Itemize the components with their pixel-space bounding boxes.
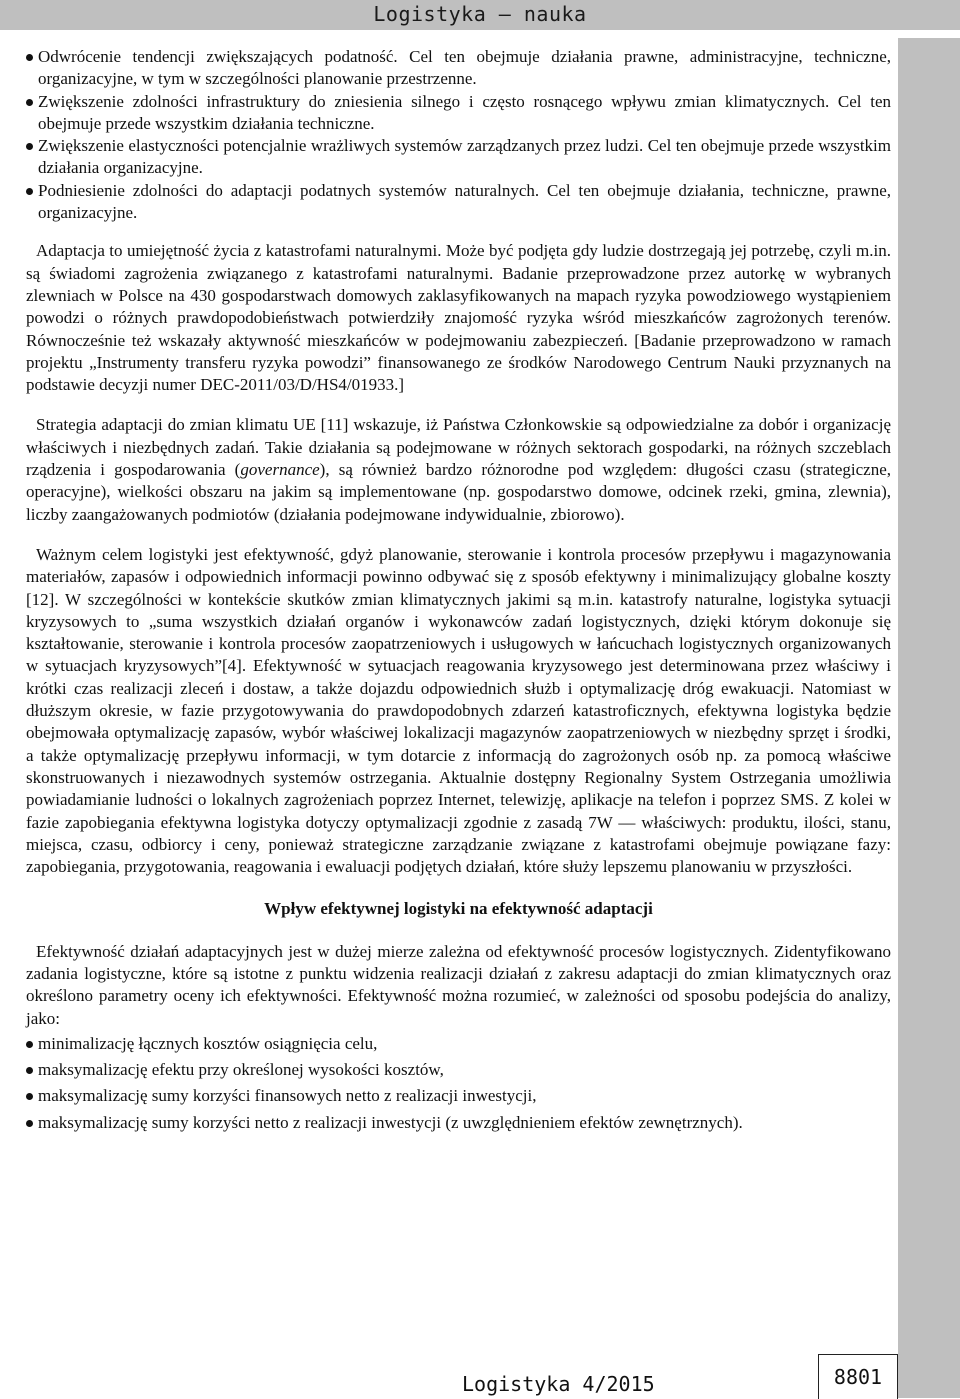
list-item: Odwrócenie tendencji zwiększających podatność. Cel ten obejmuje działania prawne, administracyjne, techniczne, organizacyjne, w tym w szczególności planowanie przestrzenne. [26, 46, 891, 91]
bullet-icon [26, 54, 33, 61]
list-item: minimalizację łącznych kosztów osiągnięcia celu, [26, 1033, 891, 1055]
list-item: maksymalizację sumy korzyści finansowych netto z realizacji inwestycji, [26, 1085, 891, 1107]
list-item: Zwiększenie zdolności infrastruktury do zniesienia silnego i często rosnącego wpływu zmian klimatycznych. Cel ten obejmuje przede wszystkim działania techniczne. [26, 91, 891, 136]
paragraph-logistics-efficiency: Ważnym celem logistyki jest efektywność, gdyż planowanie, sterowanie i kontrola procesów przepływu i magazynowania materiałów, zapasów i odpowiednich informacji powinno odbywać się z sposób efektywny i minimalizujący globalne koszty [12]. W szczególności w kontekście skutków zmian klimatycznych jakimi są m.in. katastrofy naturalne, logistyka sytuacji kryzysowych to „suma wszystkich działań organów i wykonawców zadań logistycznych, dzięki którym dokonuje się kształtowanie, sterowanie i kontrola procesów zaopatrzeniowych i usługowych w łańcuchach logistycznych organizowanych w sytuacjach kryzysowych”[4]. Efektywność w sytuacjach reagowania kryzysowego jest determinowana przez właściwy i krótki czas realizacji zleceń i dostaw, a także dojazdu odpowiednich służb i optymalizację dróg ewakuacji. Natomiast w dłuższym okresie, w fazie przygotowywania do prawdopodobnych zdarzeń katastroficznych, efektywna logistyka będzie obejmowała optymalizację zapasów, wybór właściwej lokalizacji magazynów zaopatrzeniowych w niezbędny sprzęt i środki, a także optymalizację przepływu informacji, w tym dotarcie z informacją do zagrożonych osób np. za pomocą właściwe skonstruowanych i niezawodnych systemów ostrzegania. Aktualnie dostępny Regionalny System Ostrzegania umożliwia powiadamianie ludności o lokalnych zagrożeniach poprzez Internet, telewizję, aplikacje na telefon i poprzez SMS. Z kolei w fazie zapobiegania efektywna logistyka dotyczy optymalizacji zgodnie z zasadą 7W — właściwych: produktu, ilości, stanu, miejsca, czasu, odbiorcy i ceny, ponieważ strategiczne zarządzanie związane z katastrofami obejmuje powiązane fazy: zapobiegania, przygotowania, reagowania i ewaluacji podjętych działań, które służy lepszemu planowaniu w przyszłości. [26, 544, 891, 877]
efficiency-criteria-list [26, 1033, 891, 1134]
list-item: Podniesienie zdolności do adaptacji podatnych systemów naturalnych. Cel ten obejmuje działania, techniczne, prawne, organizacyjne. [26, 180, 891, 225]
bullet-icon [26, 188, 33, 195]
bullet-icon [26, 1041, 33, 1048]
article-body [26, 46, 891, 1138]
list-item: Zwiększenie elastyczności potencjalnie wrażliwych systemów zarządzanych przez ludzi. Cel ten obejmuje przede wszystkim działania organizacyjne. [26, 135, 891, 180]
list-item: maksymalizację sumy korzyści netto z realizacji inwestycji (z uwzględnieniem efektów zewnętrznych). [26, 1112, 891, 1134]
paragraph-adaptation-efficiency: Efektywność działań adaptacyjnych jest w dużej mierze zależna od efektywność procesów logistycznych. Zidentyfikowano zadania logistyczne, które są istotne z punktu widzenia realizacji działań z zakresu adaptacji do zmian klimatycznych oraz określono parametry oceny ich efektywności. Efektywność można rozumieć, w zależności od sposobu podejścia do analizy, jako: [26, 941, 891, 1028]
bullet-icon [26, 1093, 33, 1100]
bullet-icon [26, 1120, 33, 1127]
side-margin-bar [898, 38, 960, 1398]
bullet-icon [26, 99, 33, 106]
paragraph-adaptation: Adaptacja to umiejętność życia z katastrofami naturalnymi. Może być podjęta gdy ludzie dostrzegają jej potrzebę, czyli m.in. są świadomi zagrożenia związanego z katastrofami naturalnymi. Badanie przeprowadzone przez autorkę w wybranych zlewniach w Polsce na 430 gospodarstwach domowych zaklasyfikowanych na mapach ryzyka powodziowego wystąpieniem powodzi o różnych prawdopodobieństwach potwierdziły znajomość ryzyka wśród mieszkańców zagrożonych terenów. Równocześnie też wskazały aktywność mieszkańców w podejmowaniu zabezpieczeń. [Badanie przeprowadzono w ramach projektu „Instrumenty transferu ryzyka powodzi” finansowanego ze środków Narodowego Centrum Nauki przyznanych na podstawie decyzji numer DEC-2011/03/D/HS4/01933.] [26, 241, 891, 395]
bullet-icon [26, 1067, 33, 1074]
adaptation-goals-list [26, 46, 891, 224]
list-item: maksymalizację efektu przy określonej wysokości kosztów, [26, 1059, 891, 1081]
journal-footer: Logistyka 4/2015 [462, 1372, 655, 1396]
bullet-icon [26, 143, 33, 150]
paragraph-eu-strategy: Strategia adaptacji do zmian klimatu UE [11] wskazuje, iż Państwa Członkowskie są odpowiedzialne za dobór i organizację właściwych i niezbędnych zadań. Takie działania są podejmowane w różnych sektorach gospodarki, na różnych szczeblach rządzenia i gospodarowania (governance), są również bardzo różnorodne pod względem: długości czasu (strategiczne, operacyjne), wielkości obszaru na jakim są implementowane (np. gospodarstwo domowe, odcinek rzeki, gmina, zlewnia), liczby zaangażowanych podmiotów (działania podejmowane indywidualnie, zbiorowo). [26, 415, 891, 524]
page-number-box [818, 1354, 898, 1399]
section-heading: Wpływ efektywnej logistyki na efektywność adaptacji [264, 899, 653, 919]
page-number: 8801 [833, 1365, 883, 1389]
page-header-title: Logistyka – nauka [373, 2, 587, 26]
